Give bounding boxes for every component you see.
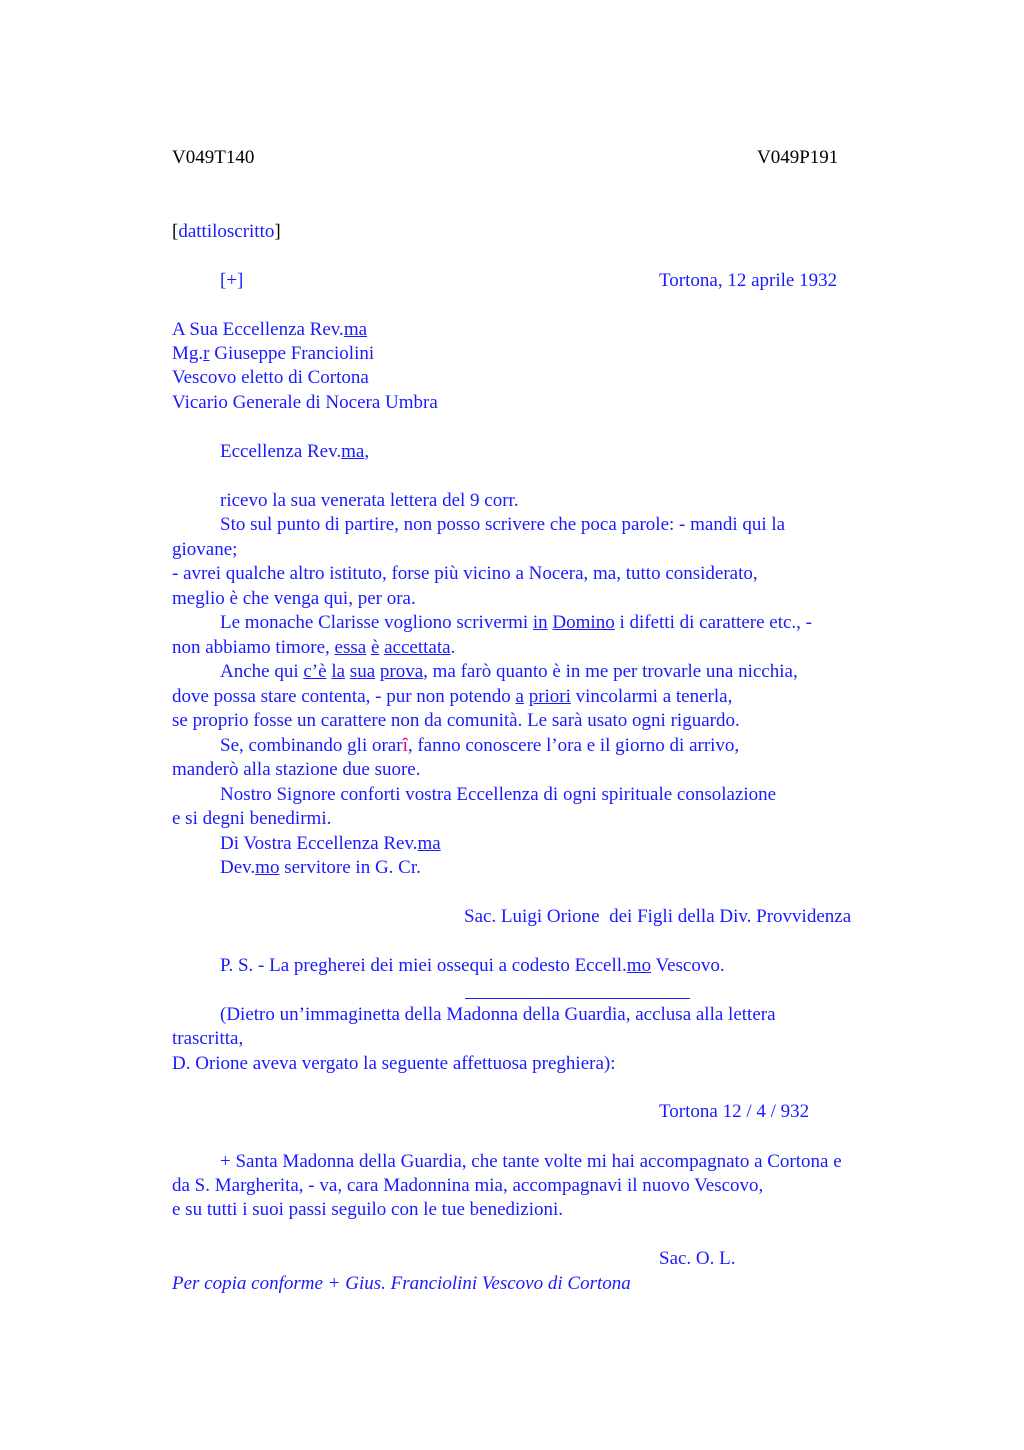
appendix-date: Tortona 12 / 4 / 932	[659, 1101, 810, 1122]
body-line-8: Anche qui c’è la sua prova, ma farò quanto è in me per trovarle una nicchia,	[220, 661, 798, 682]
closing-line-1: Di Vostra Eccellenza Rev.ma	[220, 833, 441, 854]
appendix-intro-3: D. Orione aveva vergato la seguente affettuosa preghiera):	[172, 1053, 616, 1074]
body-line-6: Le monache Clarisse vogliono scrivermi in Domino i difetti di carattere etc., -	[220, 612, 812, 633]
body-line-4: - avrei qualche altro istituto, forse più vicino a Nocera, ma, tutto considerato,	[172, 563, 758, 584]
separator-line	[465, 998, 690, 999]
body-line-11: Se, combinando gli orarî, fanno conoscere l’ora e il giorno di arrivo,	[220, 735, 740, 756]
address-line-3: Vescovo eletto di Cortona	[172, 367, 369, 388]
address-line-2: Mg.r Giuseppe Franciolini	[172, 343, 375, 364]
prayer-line-3: e su tutti i suoi passi seguilo con le tue benedizioni.	[172, 1199, 564, 1220]
appendix-intro-2: trascritta,	[172, 1028, 244, 1049]
body-line-5: meglio è che venga qui, per ora.	[172, 588, 416, 609]
document-code-right: V049P191	[757, 147, 839, 168]
body-line-1: ricevo la sua venerata lettera del 9 corr.	[220, 490, 519, 511]
signature: Sac. Luigi Orione dei Figli della Div. Provvidenza	[464, 906, 852, 927]
body-line-2: Sto sul punto di partire, non posso scrivere che poca parole: - mandi qui la	[220, 514, 786, 535]
postscript: P. S. - La pregherei dei miei ossequi a codesto Eccell.mo Vescovo.	[220, 955, 725, 976]
place-date: Tortona, 12 aprile 1932	[659, 270, 838, 291]
appendix-intro-1: (Dietro un’immaginetta della Madonna della Guardia, acclusa alla lettera	[220, 1004, 776, 1025]
body-line-3: giovane;	[172, 539, 238, 560]
prayer-line-1: + Santa Madonna della Guardia, che tante volte mi hai accompagnato a Cortona e	[220, 1151, 842, 1172]
document-code-left: V049T140	[172, 147, 255, 168]
body-line-10: se proprio fosse un carattere non da comunità. Le sarà usato ogni riguardo.	[172, 710, 740, 731]
body-line-12: manderò alla stazione due suore.	[172, 759, 421, 780]
address-line-1: A Sua Eccellenza Rev.ma	[172, 319, 368, 340]
type-note: [dattiloscritto]	[172, 221, 281, 242]
address-line-4: Vicario Generale di Nocera Umbra	[172, 392, 438, 413]
body-line-7: non abbiamo timore, essa è accettata.	[172, 637, 456, 658]
copy-note: Per copia conforme + Gius. Franciolini Vescovo di Cortona	[172, 1273, 631, 1294]
body-line-14: e si degni benedirmi.	[172, 808, 332, 829]
salutation: Eccellenza Rev.ma,	[220, 441, 370, 462]
body-line-13: Nostro Signore conforti vostra Eccellenza di ogni spirituale consolazione	[220, 784, 777, 805]
cross-mark: [+]	[220, 270, 244, 291]
appendix-signature: Sac. O. L.	[659, 1248, 736, 1269]
body-line-9: dove possa stare contenta, - pur non potendo a priori vincolarmi a tenerla,	[172, 686, 733, 707]
prayer-line-2: da S. Margherita, - va, cara Madonnina mia, accompagnavi il nuovo Vescovo,	[172, 1175, 764, 1196]
closing-line-2: Dev.mo servitore in G. Cr.	[220, 857, 421, 878]
